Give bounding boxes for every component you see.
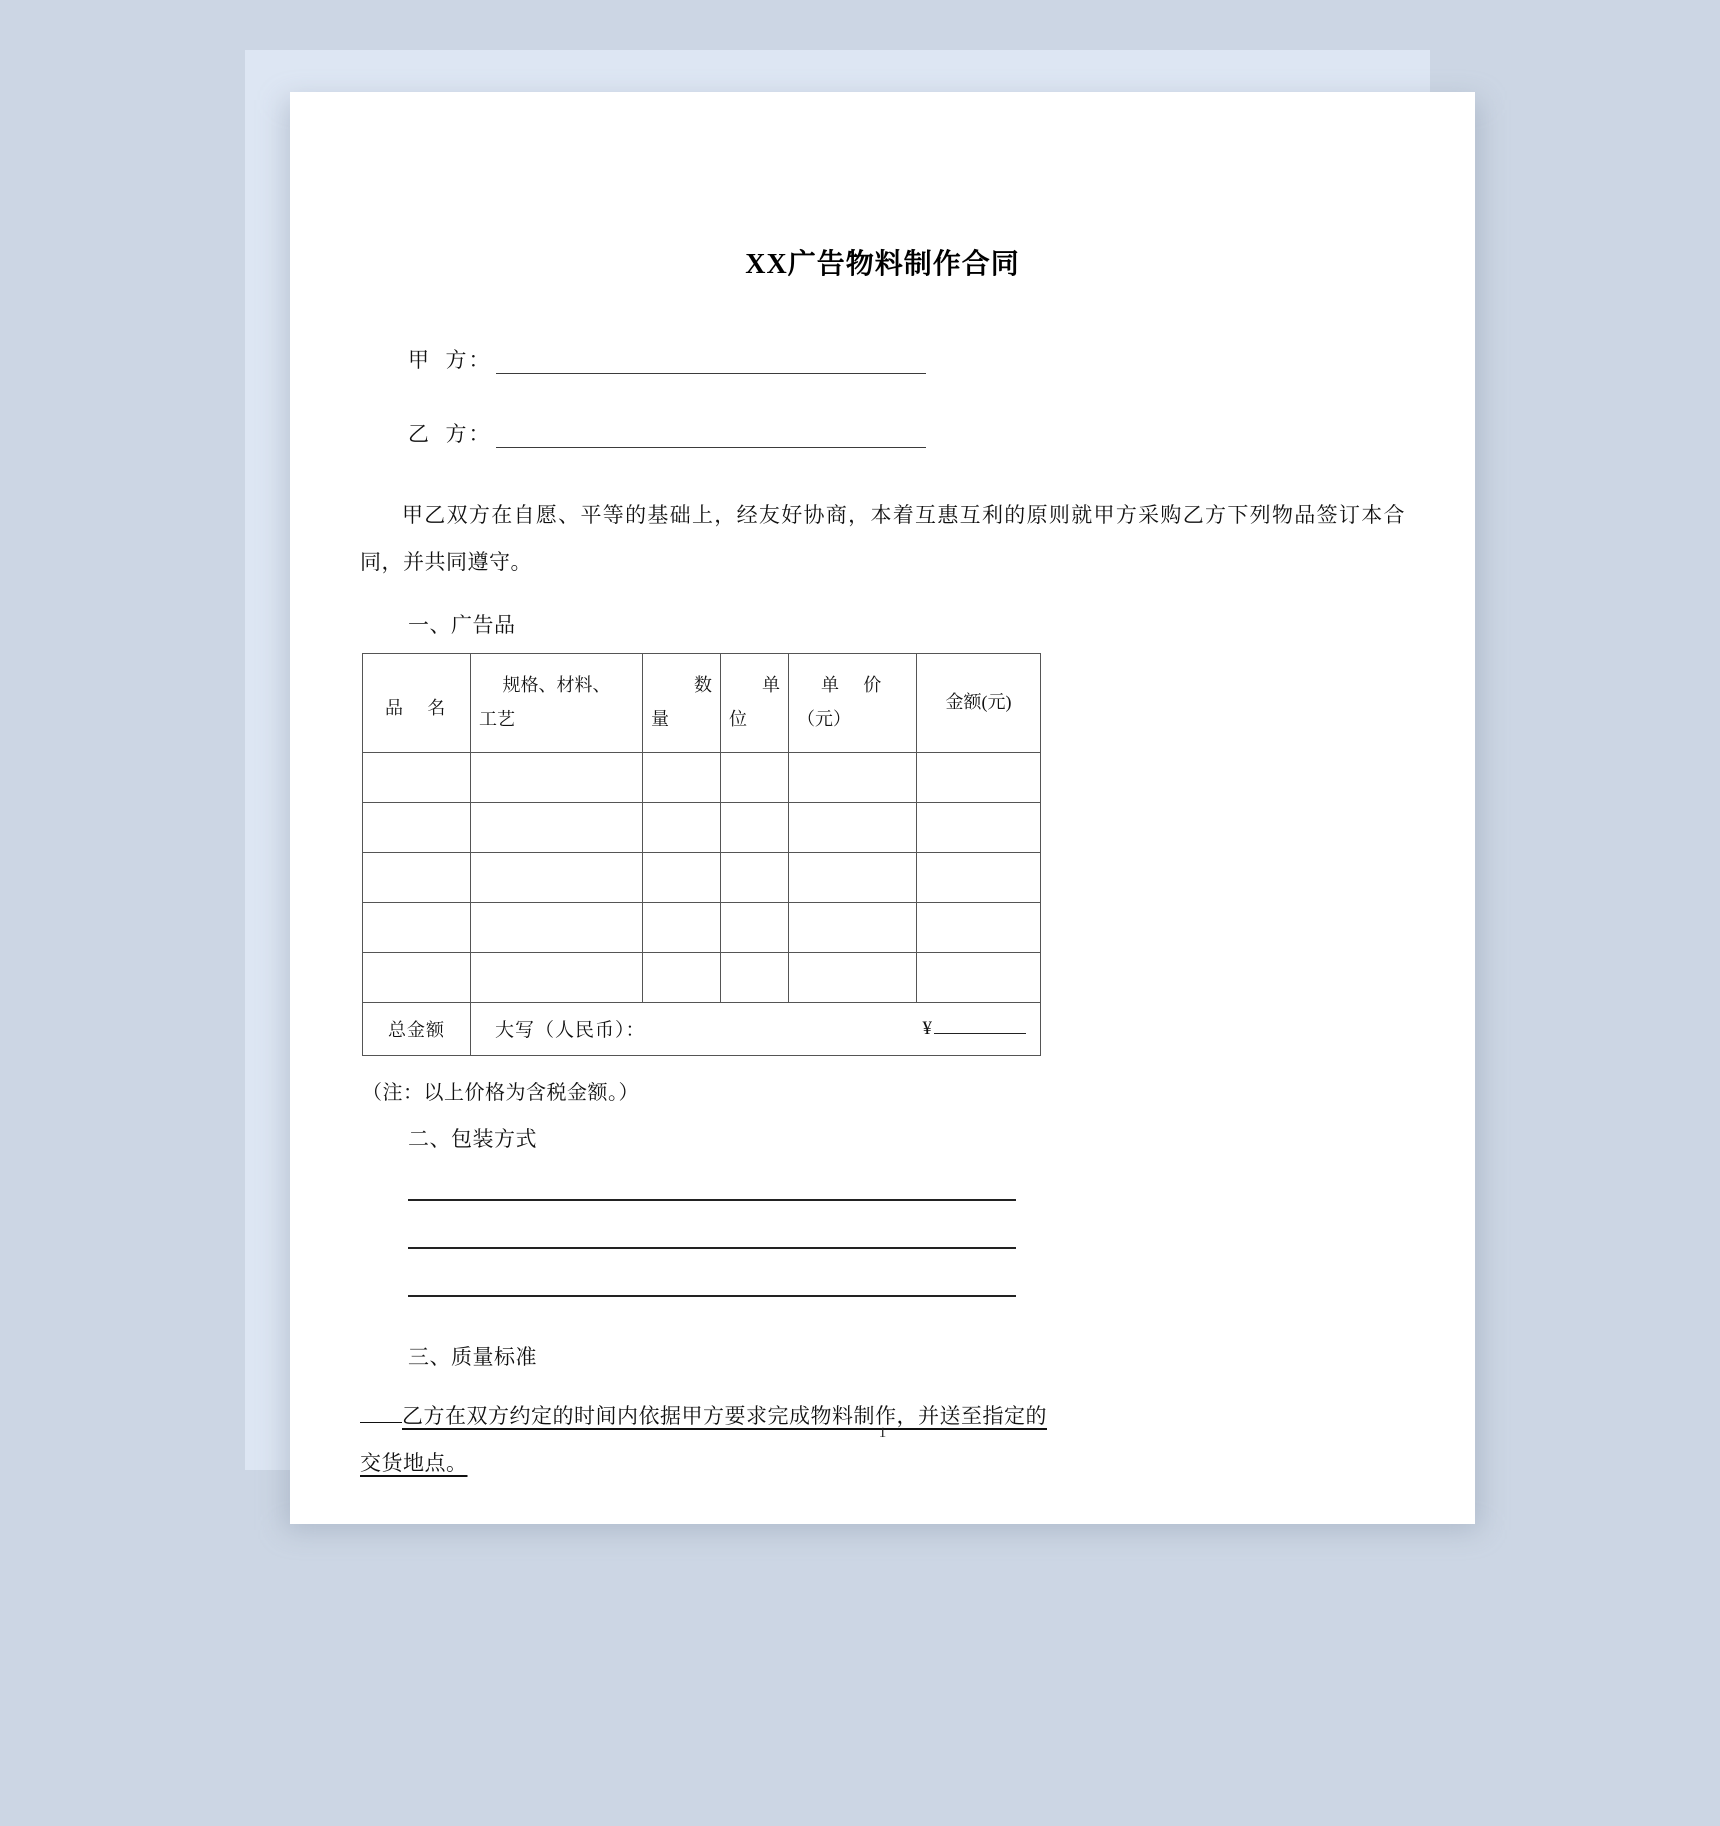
section-heading-packaging: 二、包装方式 bbox=[408, 1126, 537, 1151]
preamble-paragraph: 甲乙双方在自愿、平等的基础上，经友好协商，本着互惠互利的原则就甲方采购乙方下列物品签订本合同，并共同遵守。 bbox=[360, 503, 1405, 575]
cell-unit[interactable] bbox=[721, 752, 789, 802]
cell-price[interactable] bbox=[789, 802, 917, 852]
packaging-blank-line-1[interactable] bbox=[408, 1199, 1016, 1201]
quality-text-line-2: 交货地点。 bbox=[360, 1450, 468, 1475]
cell-amount[interactable] bbox=[917, 802, 1041, 852]
total-capital-label: 大写（人民币）： bbox=[495, 1020, 646, 1041]
document-page bbox=[290, 92, 1475, 1524]
party-b-label: 乙 方： bbox=[408, 422, 492, 446]
cell-name[interactable] bbox=[363, 752, 471, 802]
cell-price[interactable] bbox=[789, 752, 917, 802]
party-b-row bbox=[360, 418, 1405, 448]
header-label-spec-2: 工艺 bbox=[479, 708, 515, 729]
header-label-unit-1: 单 bbox=[762, 675, 780, 696]
page-content bbox=[290, 92, 1475, 1524]
goods-table bbox=[362, 653, 1041, 1056]
total-amount-cell bbox=[471, 1002, 1041, 1055]
cell-amount[interactable] bbox=[917, 852, 1041, 902]
cell-spec[interactable] bbox=[471, 752, 643, 802]
header-cell-unit bbox=[721, 653, 789, 752]
cell-price[interactable] bbox=[789, 902, 917, 952]
header-label-amount: 金额(元) bbox=[945, 691, 1012, 712]
cell-spec[interactable] bbox=[471, 852, 643, 902]
cell-unit[interactable] bbox=[721, 852, 789, 902]
quality-indent-rule bbox=[360, 1422, 402, 1423]
table-header-row bbox=[363, 653, 1041, 752]
header-label-price-1: 单 价 bbox=[820, 675, 892, 696]
table-total-row bbox=[363, 1002, 1041, 1055]
header-cell-amount bbox=[917, 653, 1041, 752]
currency-symbol: ¥ bbox=[922, 1017, 932, 1039]
cell-qty[interactable] bbox=[643, 952, 721, 1002]
section-heading-goods: 一、广告品 bbox=[408, 612, 516, 637]
table-row bbox=[363, 802, 1041, 852]
packaging-blank-line-2[interactable] bbox=[408, 1247, 1016, 1249]
cell-amount[interactable] bbox=[917, 952, 1041, 1002]
cell-amount[interactable] bbox=[917, 902, 1041, 952]
total-currency-input[interactable] bbox=[934, 1019, 1026, 1034]
total-currency-field[interactable] bbox=[923, 1018, 1027, 1040]
tax-note: （注：以上价格为含税金额。） bbox=[362, 1081, 639, 1104]
cell-spec[interactable] bbox=[471, 902, 643, 952]
cell-name[interactable] bbox=[363, 952, 471, 1002]
cell-amount[interactable] bbox=[917, 752, 1041, 802]
cell-spec[interactable] bbox=[471, 952, 643, 1002]
header-label-spec-1: 规格、材料、 bbox=[502, 675, 611, 696]
page-number: 1 bbox=[878, 1425, 887, 1441]
cell-name[interactable] bbox=[363, 852, 471, 902]
cell-spec[interactable] bbox=[471, 802, 643, 852]
cell-qty[interactable] bbox=[643, 802, 721, 852]
header-label-qty-1: 数 bbox=[694, 675, 712, 696]
cell-qty[interactable] bbox=[643, 752, 721, 802]
cell-name[interactable] bbox=[363, 902, 471, 952]
cell-unit[interactable] bbox=[721, 802, 789, 852]
header-label-name: 品 名 bbox=[384, 698, 456, 719]
cell-price[interactable] bbox=[789, 852, 917, 902]
table-row bbox=[363, 902, 1041, 952]
table-row bbox=[363, 752, 1041, 802]
header-label-qty-2: 量 bbox=[651, 708, 669, 729]
header-label-price-2: （元） bbox=[797, 708, 851, 729]
header-cell-price bbox=[789, 653, 917, 752]
header-cell-spec bbox=[471, 653, 643, 752]
cell-unit[interactable] bbox=[721, 952, 789, 1002]
cell-qty[interactable] bbox=[643, 852, 721, 902]
cell-name[interactable] bbox=[363, 802, 471, 852]
party-a-input[interactable] bbox=[496, 354, 926, 374]
header-label-unit-2: 位 bbox=[729, 708, 747, 729]
table-row bbox=[363, 952, 1041, 1002]
cell-qty[interactable] bbox=[643, 902, 721, 952]
header-cell-name bbox=[363, 653, 471, 752]
section-heading-quality: 三、质量标准 bbox=[408, 1344, 537, 1369]
page-title: XX广告物料制作合同 bbox=[745, 249, 1020, 280]
party-a-label: 甲 方： bbox=[408, 348, 492, 372]
cell-price[interactable] bbox=[789, 952, 917, 1002]
total-amount-label: 总金额 bbox=[363, 1002, 471, 1055]
packaging-blank-line-3[interactable] bbox=[408, 1295, 1016, 1297]
party-b-input[interactable] bbox=[496, 428, 926, 448]
table-row bbox=[363, 852, 1041, 902]
party-a-row bbox=[360, 344, 1405, 374]
cell-unit[interactable] bbox=[721, 902, 789, 952]
quality-text-line-1: 乙方在双方约定的时间内依据甲方要求完成物料制作，并送至指定的 bbox=[402, 1403, 1047, 1428]
header-cell-qty bbox=[643, 653, 721, 752]
